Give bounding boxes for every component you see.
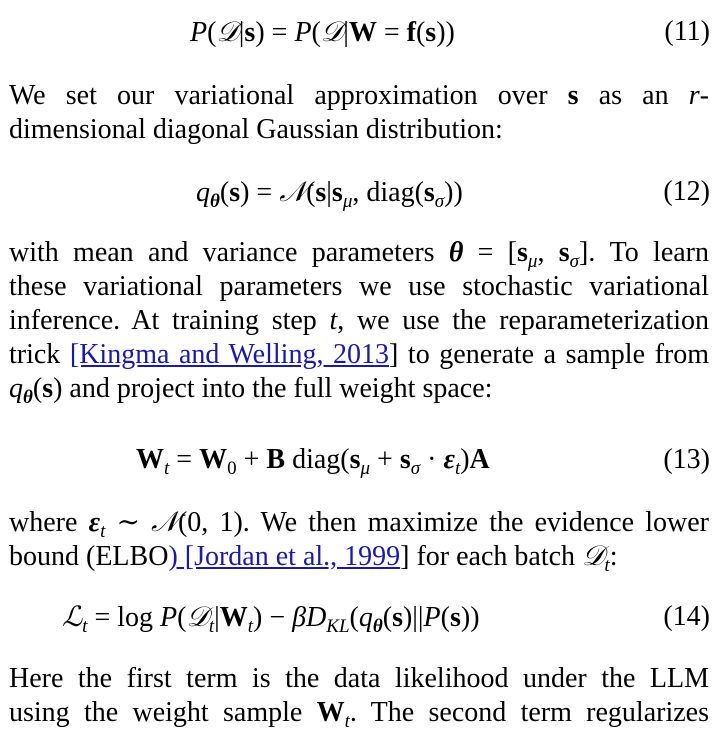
equation-12: [0, 172, 724, 212]
paragraph-2-line-3: inference. At training step t, we use the reparameterization: [9, 305, 709, 336]
equation-12-number: (12): [663, 176, 710, 207]
paragraph-1: [9, 79, 709, 147]
equation-14-math: ℒ$_t$ = $\log P(𝒟_t|W_t) - \beta D_{KL}(q_\theta(s)||P(s))$: [62, 600, 480, 637]
equation-11-math: P(𝒟|s) = P(𝒟|W = f(s)): [190, 15, 455, 48]
paragraph-2-line-1: with mean and variance parameters $\theta = [s_\mu$, $s_\sigma$]. To learn: [9, 237, 709, 272]
equation-13-math: $W_t = W_0 + B$ $diag(s_\mu + s_\sigma \cdot \varepsilon_t)A$: [136, 444, 490, 479]
citation-kingma-welling-link[interactable]: [Kingma and Welling, 2013: [69, 339, 390, 370]
equation-11: [0, 12, 724, 52]
paragraph-2-line-5: $q_\theta(s)$ and project into the full weight space:: [9, 373, 493, 408]
equation-14-number: (14): [663, 601, 710, 632]
paragraph-1-line-2: dimensional diagonal Gaussian distribution:: [9, 114, 503, 145]
paragraph-4: [9, 662, 709, 730]
paragraph-3-line-2: bound (ELBO) [Jordan et al., 1999] for each batch 𝒟$_t$:: [9, 539, 618, 576]
paragraph-1-line-1: We set our variational approximation over s as an r-: [9, 80, 709, 111]
paragraph-4-line-2: using the weight sample $W_t$. The second term regularizes: [9, 697, 709, 732]
equation-14: [0, 597, 724, 637]
paragraph-2: [9, 236, 709, 406]
paragraph-2-line-4: trick [Kingma and Welling, 2013] to generate a sample from: [9, 339, 709, 370]
equation-11-number: (11): [664, 16, 710, 47]
paragraph-3-line-1: where $\varepsilon_t$ ∼ 𝒩(0, 1). We then maximize the evidence lower: [9, 505, 709, 542]
paragraph-3: [9, 505, 709, 576]
equation-13: [0, 440, 724, 480]
paragraph-2-line-2: these variational parameters we use stochastic variational: [9, 271, 709, 302]
citation-jordan-link[interactable]: ) [Jordan et al., 1999: [168, 541, 401, 572]
paragraph-4-line-1: Here the first term is the data likelihood under the LLM: [9, 663, 709, 694]
equation-13-number: (13): [663, 444, 710, 475]
equation-12-math: $q_\theta(s)$ = $𝒩(s|s_\mu$, $diag(s_\sigma)$): [196, 175, 463, 212]
